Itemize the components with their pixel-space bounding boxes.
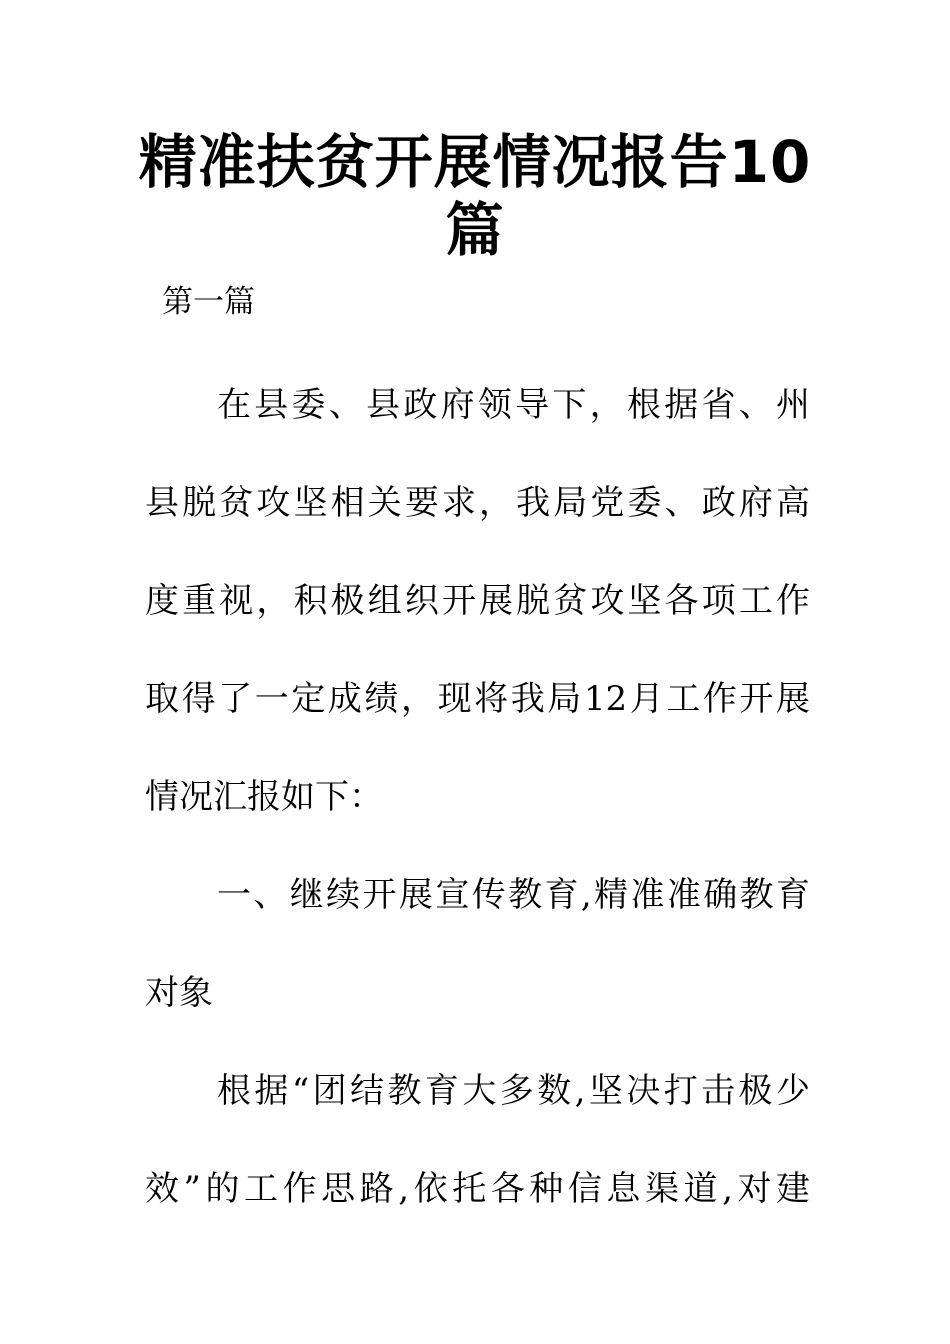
heading-line: 一、继续开展宣传教育,精准准确教育 bbox=[217, 875, 810, 915]
paragraph-line: 县脱贫攻坚相关要求，我局党委、政府高 bbox=[145, 483, 810, 523]
paragraph-line: 效”的工作思路,依托各种信息渠道,对建 bbox=[145, 1169, 810, 1209]
paragraph-line: 在县委、县政府领导下，根据省、州 bbox=[217, 385, 810, 425]
document-title: 精准扶贫开展情况报告10篇 bbox=[138, 128, 812, 264]
paragraph-line: 取得了一定成绩，现将我局12月工作开展 bbox=[145, 679, 810, 719]
paragraph-line: 情况汇报如下： bbox=[145, 777, 383, 817]
heading-line: 对象 bbox=[145, 973, 213, 1013]
paragraph-line: 度重视，积极组织开展脱贫攻坚各项工作 bbox=[145, 581, 810, 621]
section-label: 第一篇 bbox=[162, 284, 255, 320]
paragraph-line: 根据“团结教育大多数,坚决打击极少 bbox=[217, 1071, 810, 1111]
